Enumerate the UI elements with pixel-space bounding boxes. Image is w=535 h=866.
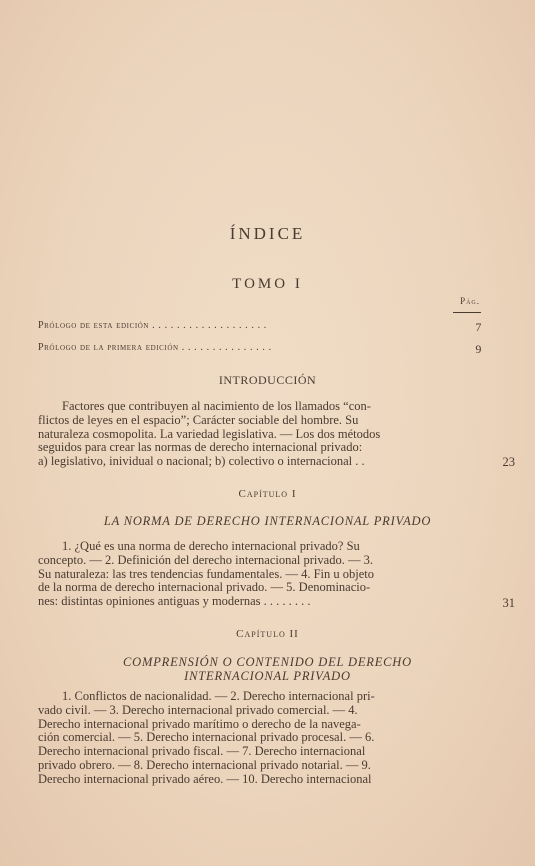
paragraph-line: seguidos para crear las normas de derecho internacional privado: (38, 440, 363, 455)
capitulo-2-title-line: INTERNACIONAL PRIVADO (184, 669, 351, 683)
paragraph-line: Derecho internacional privado marítimo o derecho de la navega- (38, 716, 361, 731)
paragraph-line: concepto. — 2. Definición del derecho internacional privado. — 3. (38, 552, 373, 567)
introduccion-page: 23 (502, 455, 515, 469)
paragraph-line: Su naturaleza: las tres tendencias fundamentales. — 4. Fin u objeto (38, 566, 375, 581)
toc-entry-label: Prólogo de esta edición . . . . . . . . . . . . . . . . . . . (38, 320, 267, 331)
paragraph-line: privado obrero. — 8. Derecho internacional privado notarial. — 9. (38, 757, 371, 772)
paragraph-line: Derecho internacional privado fiscal. — 7. Derecho internacional (38, 744, 366, 759)
paragraph-line: nes: distintas opiniones antiguas y modernas . . . . . . . . (38, 594, 311, 609)
paragraph-line: Derecho internacional privado aéreo. — 10. Derecho internacional (38, 771, 372, 786)
capitulo-1-paragraph (38, 540, 474, 609)
capitulo-1-title: LA NORMA DE DERECHO INTERNACIONAL PRIVADO (103, 514, 432, 528)
paragraph-line: 1. Conflictos de nacionalidad. — 2. Derecho internacional pri- (62, 689, 375, 703)
paragraph-line: naturaleza cosmopolita. La variedad legislativa. — Los dos métodos (38, 426, 381, 441)
capitulo-2-title (60, 655, 475, 683)
toc-entry-prologo-esta-edicion (38, 320, 482, 331)
paragraph-line: a) legislativo, inividual o nacional; b) colectivo o internacional . . (38, 454, 365, 469)
page-column-label: Pág. (460, 296, 480, 306)
capitulo-2-label: Capítulo II (236, 628, 299, 640)
volume-title: TOMO I (232, 276, 303, 292)
toc-entry-prologo-primera-edicion (38, 342, 482, 353)
capitulo-2-paragraph (38, 690, 474, 787)
toc-entry-page: 7 (475, 320, 482, 331)
page-column-rule (453, 312, 481, 313)
toc-entry-page: 9 (475, 342, 482, 353)
introduccion-paragraph (38, 400, 474, 469)
paragraph-line: 1. ¿Qué es una norma de derecho internacional privado? Su (62, 539, 360, 553)
capitulo-1-label: Capítulo I (238, 488, 297, 500)
capitulo-1-page: 31 (502, 596, 515, 610)
capitulo-2-title-line: COMPRENSIÓN O CONTENIDO DEL DERECHO (123, 655, 412, 669)
paragraph-line: ción comercial. — 5. Derecho internacional privado procesal. — 6. (38, 730, 375, 745)
paragraph-line: Factores que contribuyen al nacimiento de los llamados “con- (62, 399, 371, 413)
paragraph-line: flictos de leyes en el espacio”; Carácter sociable del hombre. Su (38, 412, 359, 427)
index-title: ÍNDICE (229, 224, 306, 243)
toc-entry-label: Prólogo de la primera edición . . . . . . . . . . . . . . . (38, 342, 272, 353)
introduccion-heading: INTRODUCCIÓN (218, 373, 317, 387)
paragraph-line: de la norma de derecho internacional privado. — 5. Denominacio- (38, 580, 371, 595)
paragraph-line: vado civil. — 3. Derecho internacional privado comercial. — 4. (38, 702, 358, 717)
